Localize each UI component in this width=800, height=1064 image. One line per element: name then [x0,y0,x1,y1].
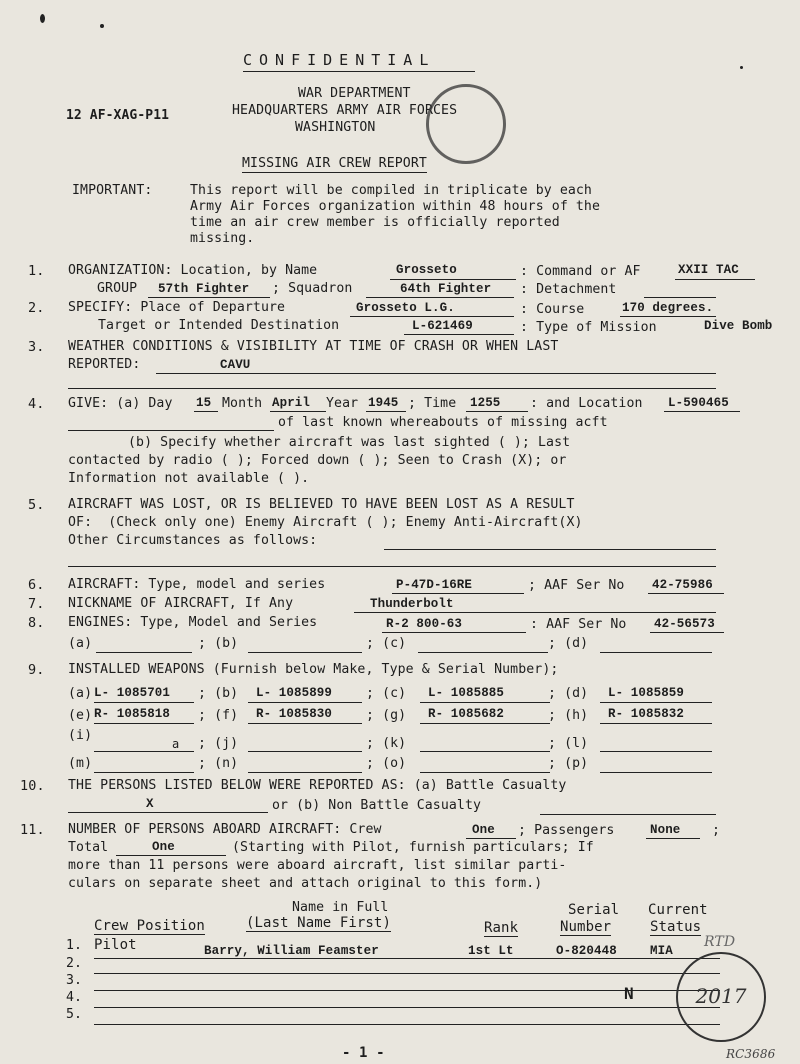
passengers-label: ; Passengers [518,823,615,838]
lost-line-2: OF: (Check only one) Enemy Aircraft ( ); Enemy Anti-Aircraft(X) [68,515,583,530]
engines-label: ENGINES: Type, Model and Series [68,615,318,630]
time-label: ; Time [408,396,457,411]
engine-serial-value: 42-56573 [654,617,715,631]
important-line-4: missing. [190,231,255,246]
header-status: Status [650,919,702,935]
departure-value: Grosseto L.G. [356,301,455,315]
total-value: One [152,840,175,854]
weather-value: CAVU [220,358,251,372]
header-current: Current [648,902,708,918]
target-value: L-621469 [412,319,473,333]
archive-mark: RC3686 [726,1047,776,1061]
weapon-e-label: (e) [68,708,93,723]
time-value: 1255 [470,396,501,410]
section-1-number: 1. [28,263,45,279]
weapon-n-label: ; (n) [198,756,239,771]
mission-label: : Type of Mission [520,320,657,335]
stamp-number: 2017 [695,984,747,1008]
important-line-2: Army Air Forces organization within 48 hours of the [190,199,601,214]
weapon-b-label: ; (b) [198,686,239,701]
header-number: Number [560,919,612,935]
location-value: L-590465 [668,396,729,410]
weapon-b-value: L- 1085899 [256,686,333,700]
crew-count-label: NUMBER OF PERSONS ABOARD AIRCRAFT: Crew [68,822,382,837]
row-1-serial: O-820448 [556,944,617,958]
ink-speck [40,14,45,23]
row-1-rank: 1st Lt [468,944,514,958]
weapon-g-label: ; (g) [366,708,407,723]
mission-value: Dive Bomb [704,319,773,333]
section-5-number: 5. [28,497,45,513]
aircraft-label: AIRCRAFT: Type, model and series [68,577,326,592]
weapon-c-label: ; (c) [366,686,407,701]
whereabouts-line: of last known whereabouts of missing acft [278,415,608,430]
section-8-number: 8. [28,615,45,631]
weapon-p-label: ; (p) [548,756,589,771]
section-11-number: 11. [20,822,45,838]
engine-c-label: ; (c) [366,636,407,651]
header-serial: Serial [568,902,620,918]
weapon-k-label: ; (k) [366,736,407,751]
section-10-number: 10. [20,778,45,794]
row-1-number: 1. [66,938,83,953]
course-value: 170 degrees. [622,301,714,315]
engine-a-label: (a) [68,636,93,651]
header-name-in-full: Name in Full [292,900,389,915]
engine-d-label: ; (d) [548,636,589,651]
page-number: - 1 - [342,1045,385,1061]
month-label: Month [222,396,263,411]
rtd-handwritten: RTD [704,934,736,950]
passengers-value: None [650,823,681,837]
detachment-label: : Detachment [520,282,617,297]
weapon-h-label: ; (h) [548,708,589,723]
header-crew-position: Crew Position [94,918,205,934]
section-9-number: 9. [28,662,45,678]
reported-label: REPORTED: [68,357,141,372]
aircraft-type-value: P-47D-16RE [396,578,473,592]
nickname-label: NICKNAME OF AIRCRAFT, If Any [68,596,294,611]
nickname-value: Thunderbolt [370,597,454,611]
important-line-1: This report will be compiled in triplicate by each [190,183,592,198]
course-label: : Course [520,302,585,317]
weapon-a-value: L- 1085701 [94,686,171,700]
year-value: 1945 [368,396,399,410]
departure-label: SPECIFY: Place of Departure [68,300,286,315]
report-title: MISSING AIR CREW REPORT [242,156,427,171]
give-label: GIVE: (a) Day [68,396,173,411]
location-label: : and Location [530,396,643,411]
section-7-number: 7. [28,596,45,612]
group-value: 57th Fighter [158,282,250,296]
contacted-line: contacted by radio ( ); Forced down ( ); Seen to Crash (X); or [68,453,567,468]
weapon-g-value: R- 1085682 [428,707,505,721]
weapon-d-label: ; (d) [548,686,589,701]
total-label: Total [68,840,109,855]
weapon-o-label: ; (o) [366,756,407,771]
passengers-semicolon: ; [712,823,721,838]
day-value: 15 [196,396,212,410]
year-label: Year [326,396,359,411]
weapon-j-label: ; (j) [198,736,239,751]
weapon-a-label: (a) [68,686,93,701]
file-code: 12 AF-XAG-P11 [66,108,170,123]
engine-serial-label: : AAF Ser No [530,617,627,632]
row-3-number: 3. [66,973,83,988]
crew-count-value: One [472,823,495,837]
starting-with-pilot-line: (Starting with Pilot, furnish particulars; If [232,840,594,855]
section-2-number: 2. [28,300,45,316]
weapon-f-value: R- 1085830 [256,707,333,721]
ink-speck [100,24,104,28]
location-name-value: Grosseto [396,263,457,277]
weather-line-1: WEATHER CONDITIONS & VISIBILITY AT TIME OF CRASH OR WHEN LAST [68,339,559,354]
squadron-label: ; Squadron [272,281,353,296]
month-value: April [272,396,311,410]
section-3-number: 3. [28,339,45,355]
stamp-n-mark: N [624,984,634,1003]
received-stamp [426,84,506,164]
row-1-name: Barry, William Feamster [204,944,379,958]
ink-speck [740,66,743,69]
information-line: Information not available ( ). [68,471,310,486]
command-value: XXII TAC [678,263,739,277]
squadron-value: 64th Fighter [400,282,492,296]
organization-label: ORGANIZATION: Location, by Name [68,263,318,278]
command-label: : Command or AF [520,264,641,279]
casualty-line-1: THE PERSONS LISTED BELOW WERE REPORTED AS: (a) Battle Casualty [68,778,567,793]
handwritten-circle-stamp [676,952,766,1042]
battle-casualty-mark: X [146,797,154,811]
classification-heading: CONFIDENTIAL [243,51,436,69]
weapon-stray-mark: a [172,737,180,751]
engine-b-label: ; (b) [198,636,239,651]
important-line-3: time an air crew member is officially reported [190,215,560,230]
row-4-number: 4. [66,990,83,1005]
specify-line: (b) Specify whether aircraft was last sighted ( ); Last [128,435,571,450]
weapon-e-value: R- 1085818 [94,707,171,721]
weapon-d-value: L- 1085859 [608,686,685,700]
row-1-position: Pilot [94,937,137,953]
weapon-m-label: (m) [68,756,93,771]
section-6-number: 6. [28,577,45,593]
department-line-2: HEADQUARTERS ARMY AIR FORCES [232,103,458,118]
aircraft-serial-value: 42-75986 [652,578,713,592]
weapon-i-label: (i) [68,728,93,743]
engine-type-value: R-2 800-63 [386,617,463,631]
section-4-number: 4. [28,396,45,412]
weapon-h-value: R- 1085832 [608,707,685,721]
weapons-label: INSTALLED WEAPONS (Furnish below Make, Type & Serial Number); [68,662,559,677]
row-1-status: MIA [650,944,673,958]
group-label: GROUP [97,281,138,296]
weapon-l-label: ; (l) [548,736,589,751]
important-label: IMPORTANT: [72,183,153,198]
lost-line-1: AIRCRAFT WAS LOST, OR IS BELIEVED TO HAVE BEEN LOST AS A RESULT [68,497,575,512]
lost-line-3: Other Circumstances as follows: [68,533,318,548]
row-2-number: 2. [66,956,83,971]
weapon-f-label: ; (f) [198,708,239,723]
header-last-name-first: (Last Name First) [246,915,391,931]
aircraft-serial-label: ; AAF Ser No [528,578,625,593]
target-label: Target or Intended Destination [98,318,340,333]
header-rank: Rank [484,920,519,936]
separate-sheet-line: culars on separate sheet and attach original to this form.) [68,876,543,891]
weapon-c-value: L- 1085885 [428,686,505,700]
department-line-1: WAR DEPARTMENT [298,86,411,101]
department-line-3: WASHINGTON [295,120,376,135]
row-5-number: 5. [66,1007,83,1022]
casualty-line-2: or (b) Non Battle Casualty [272,798,482,813]
more-than-11-line: more than 11 persons were aboard aircraft, list similar parti- [68,858,567,873]
